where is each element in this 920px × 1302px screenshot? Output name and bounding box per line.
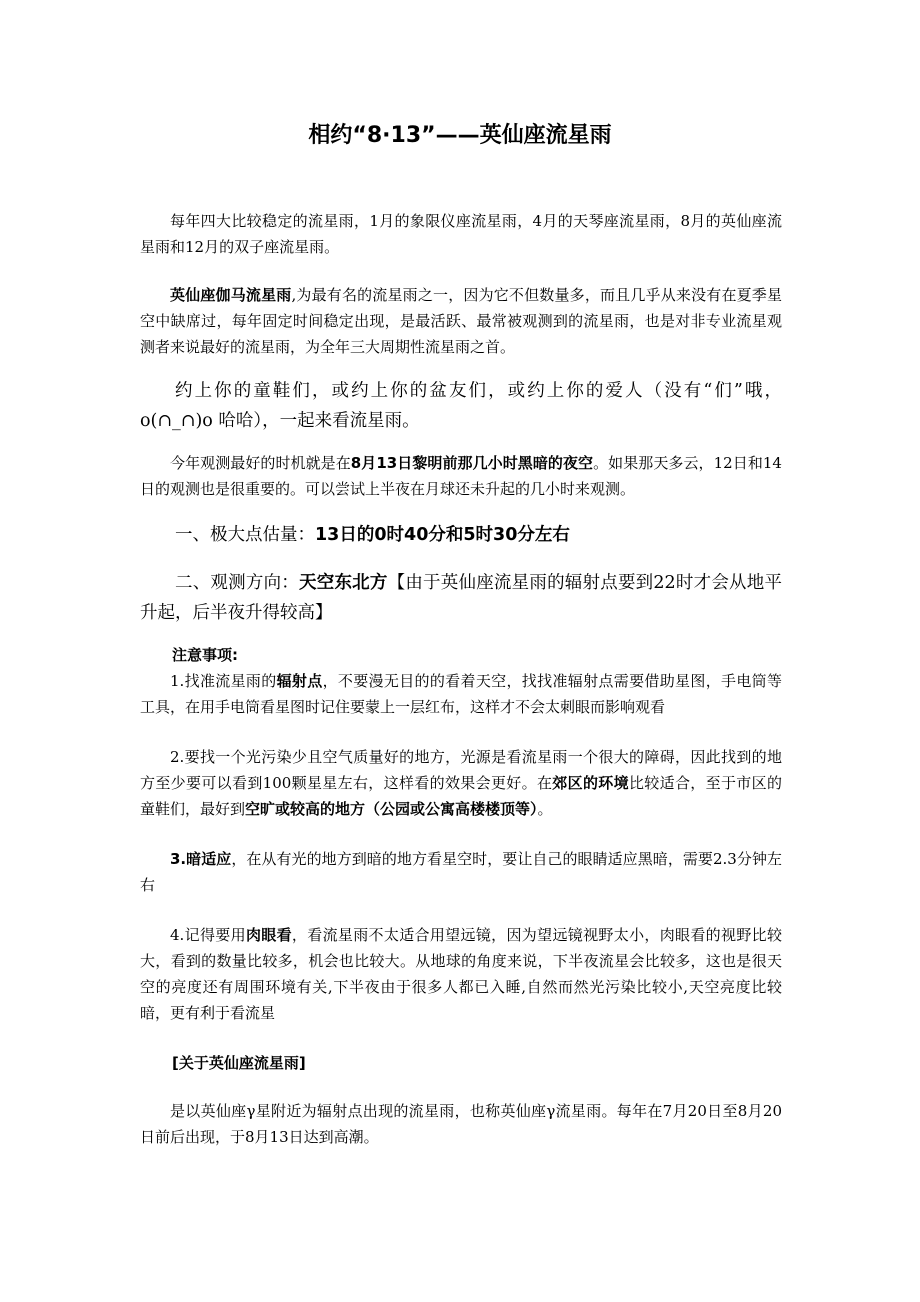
direction-note: 【由于英仙座流星雨的辐射点要到22时才会从地平升起，后半夜升得较高】 <box>140 573 782 623</box>
item2-highlight-2: 空旷或较高的地方（公园或公寓高楼楼顶等） <box>245 800 538 818</box>
about-text: 是以英仙座γ星附近为辐射点出现的流星雨，也称英仙座γ流星雨。每年在7月20日至8月20日前后出现，于8月13日达到高潮。 <box>140 1102 782 1146</box>
notice-heading: 注意事项: <box>172 646 238 664</box>
item2-mid: 比较适合，至于市区的童鞋们，最好到 <box>140 774 782 818</box>
direction-value: 天空东北方 <box>299 573 388 593</box>
paragraph-best-time <box>140 450 782 502</box>
paragraph-peak-estimate <box>140 520 782 550</box>
direction-label: 二、观测方向： <box>175 573 300 593</box>
about-heading: [关于英仙座流星雨] <box>172 1054 306 1072</box>
paragraph-perseids <box>140 282 782 360</box>
item3-post: ，在从有光的地方到暗的地方看星空时，要让自己的眼睛适应黑暗，需要2.3分钟左右 <box>140 850 782 894</box>
peak-times: 13日的0时40分和5时30分左右 <box>315 525 570 545</box>
paragraph-direction <box>140 568 782 628</box>
item1-post: ，不要漫无目的的看着天空，找找准辐射点需要借助星图，手电筒等工具，在用手电筒看星图时记住要蒙上一层红布，这样才不会太刺眼而影响观看 <box>140 672 782 716</box>
best-time-post: 。如果那天多云，12日和14日的观测也是很重要的。可以尝试上半夜在月球还未升起的几小时来观测。 <box>140 454 782 498</box>
notice-item-2 <box>140 744 782 822</box>
invite-text: 约上你的童鞋们，或约上你的盆友们，或约上你的爱人（没有“们”哦，o(∩_∩)o 哈哈），一起来看流星雨。 <box>140 381 782 431</box>
best-time-pre: 今年观测最好的时机就是在 <box>170 454 351 472</box>
peak-label: 一、极大点估量： <box>175 525 315 545</box>
perseids-text: ,为最有名的流星雨之一，因为它不但数量多，而且几乎从来没有在夏季星空中缺席过，每年固定时间稳定出现，是最活跃、最常被观测到的流星雨，也是对非专业流星观测者来说最好的流星雨，为全年三大周期性流星雨之首。 <box>140 286 782 356</box>
item4-post: ，看流星雨不太适合用望远镜，因为望远镜视野太小，肉眼看的视野比较大，看到的数量比较多，机会也比较大。从地球的角度来说，下半夜流星会比较多，这也是很天空的亮度还有周围环境有关,下半夜由于很多人都已入睡,自然而然光污染比较小,天空亮度比较暗，更有利于看流星 <box>140 926 782 1022</box>
item1-highlight: 辐射点 <box>276 672 323 690</box>
item2-highlight-1: 郊区的环境 <box>552 774 629 792</box>
item4-highlight: 肉眼看 <box>245 926 292 944</box>
item3-highlight: 3.暗适应 <box>170 850 232 868</box>
document-title: 相约“8·13”——英仙座流星雨 <box>308 123 612 148</box>
best-time-highlight: 8月13日黎明前那几小时黑暗的夜空 <box>350 454 594 472</box>
about-heading-wrap <box>172 1050 782 1076</box>
item2-post: 。 <box>537 800 553 818</box>
paragraph-invite <box>140 376 782 436</box>
notice-item-4 <box>140 922 782 1026</box>
notice-item-3 <box>140 846 782 898</box>
intro-text: 每年四大比较稳定的流星雨，1月的象限仪座流星雨，4月的天琴座流星雨，8月的英仙座流星雨和12月的双子座流星雨。 <box>140 212 782 256</box>
notice-heading-wrap <box>172 642 782 668</box>
perseids-name: 英仙座伽马流星雨 <box>170 286 292 304</box>
notice-item-1 <box>140 668 782 720</box>
item1-pre: 1.找准流星雨的 <box>170 672 277 690</box>
item2-pre: 2.要找一个光污染少且空气质量好的地方，光源是看流星雨一个很大的障碍，因此找到的地方至少要可以看到100颗星星左右，这样看的效果会更好。在 <box>140 748 782 792</box>
item4-pre: 4.记得要用 <box>170 926 246 944</box>
paragraph-about <box>140 1098 782 1150</box>
paragraph-intro <box>140 208 782 260</box>
